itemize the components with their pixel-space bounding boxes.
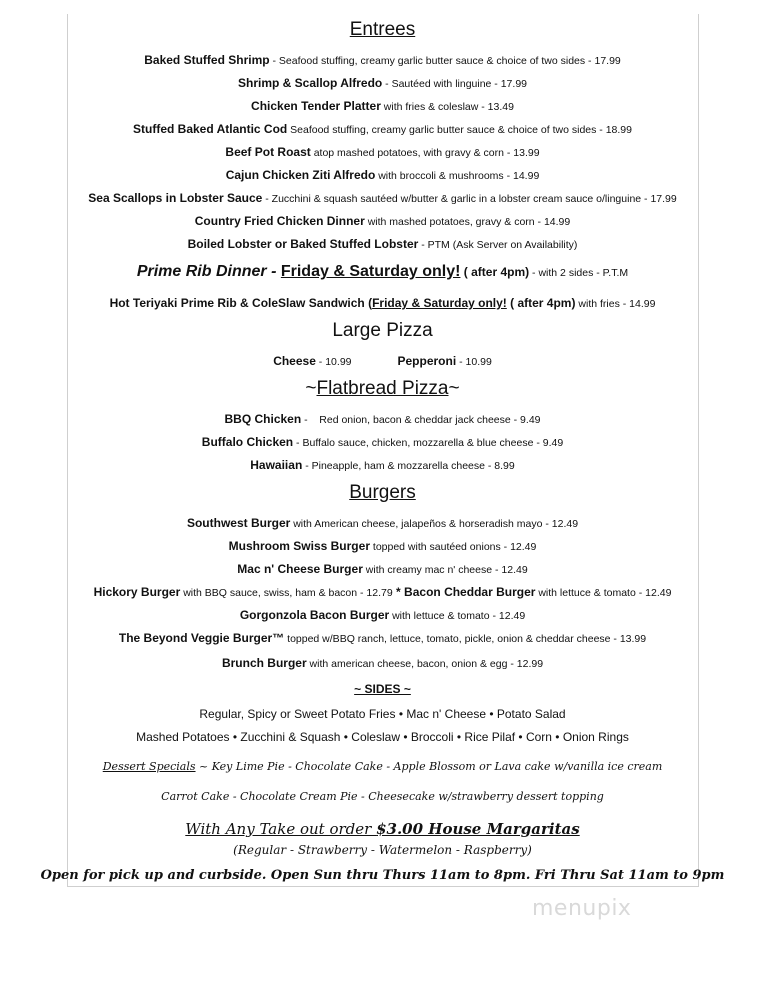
menu-item: BBQ Chicken - Red onion, bacon & cheddar jack cheese - 9.49 [224,412,541,426]
menu-item: Boiled Lobster or Baked Stuffed Lobster - PTM (Ask Server on Availability) [187,237,578,251]
flatbread-heading: ~Flatbread Pizza~ [305,378,460,399]
menu-item: Southwest Burger with American cheese, jalapeños & horseradish mayo - 12.49 [186,516,579,530]
pizza-items [0,354,765,368]
sides-line: Mashed Potatoes • Zucchini & Squash • Coleslaw • Broccoli • Rice Pilaf • Corn • Onion Rings [136,730,629,744]
watermark-logo: menupix [532,896,632,921]
margarita-offer: With Any Take out order $3.00 House Margaritas [185,820,580,838]
menu-item: Hickory Burger with BBQ sauce, swiss, ham & bacon - 12.79 * Bacon Cheddar Burger with lettuce & tomato - 12.49 [93,585,672,599]
menu-item: Buffalo Chicken - Buffalo sauce, chicken, mozzarella & blue cheese - 9.49 [201,435,564,449]
menu-item: Brunch Burger with american cheese, bacon, onion & egg - 12.99 [221,656,544,670]
menu-item: Hawaiian - Pineapple, ham & mozzarella cheese - 8.99 [250,458,515,472]
prime-rib-sandwich: Hot Teriyaki Prime Rib & ColeSlaw Sandwich (Friday & Saturday only! ( after 4pm) with fries - 14.99 [109,296,656,310]
menu-item: Chicken Tender Platter with fries & coleslaw - 13.49 [251,99,514,113]
menu-item: Beef Pot Roast atop mashed potatoes, with gravy & corn - 13.99 [225,145,540,159]
prime-rib-dinner: Prime Rib Dinner - Friday & Saturday only! ( after 4pm) - with 2 sides - P.T.M [136,263,629,280]
sides-line: Regular, Spicy or Sweet Potato Fries • Mac n' Cheese • Potato Salad [199,707,566,721]
entrees-heading: Entrees [349,19,416,40]
dessert-specials-line2: Carrot Cake - Chocolate Cream Pie - Cheesecake w/strawberry dessert topping [161,790,604,803]
sides-heading: ~ SIDES ~ [354,682,411,696]
menu-item: Baked Stuffed Shrimp - Seafood stuffing, creamy garlic butter sauce & choice of two sides - 17.99 [144,53,621,67]
menu-item: Stuffed Baked Atlantic Cod Seafood stuffing, creamy garlic butter sauce & choice of two sides - 18.99 [133,122,632,136]
menu-item: Mac n' Cheese Burger with creamy mac n' cheese - 12.49 [237,562,528,576]
menu-item: Sea Scallops in Lobster Sauce - Zucchini & squash sautéed w/butter & garlic in a lobster cream sauce o/linguine - 17.99 [88,191,677,205]
dessert-specials: Dessert Specials ~ Key Lime Pie - Chocolate Cake - Apple Blossom or Lava cake w/vanilla ice cream [102,760,663,773]
menu-item: Pepperoni - 10.99 [397,354,492,368]
menu-item: Country Fried Chicken Dinner with mashed potatoes, gravy & corn - 14.99 [194,214,571,228]
margarita-flavors: (Regular - Strawberry - Watermelon - Raspberry) [233,843,532,857]
menu-item: Cajun Chicken Ziti Alfredo with broccoli & mushrooms - 14.99 [225,168,540,182]
menu-item: Cheese - 10.99 [273,354,352,368]
hours-footer: Open for pick up and curbside. Open Sun thru Thurs 11am to 8pm. Fri Thru Sat 11am to 9pm [40,868,725,883]
menu-item: Mushroom Swiss Burger topped with sautéed onions - 12.49 [228,539,537,553]
menu-item: Shrimp & Scallop Alfredo - Sautéed with linguine - 17.99 [237,76,527,90]
menu-item: The Beyond Veggie Burger™ topped w/BBQ ranch, lettuce, tomato, pickle, onion & cheddar cheese - 13.99 [118,631,647,645]
large-pizza-heading: Large Pizza [332,320,433,341]
menu-item: Gorgonzola Bacon Burger with lettuce & tomato - 12.49 [239,608,526,622]
burgers-heading: Burgers [349,482,416,503]
